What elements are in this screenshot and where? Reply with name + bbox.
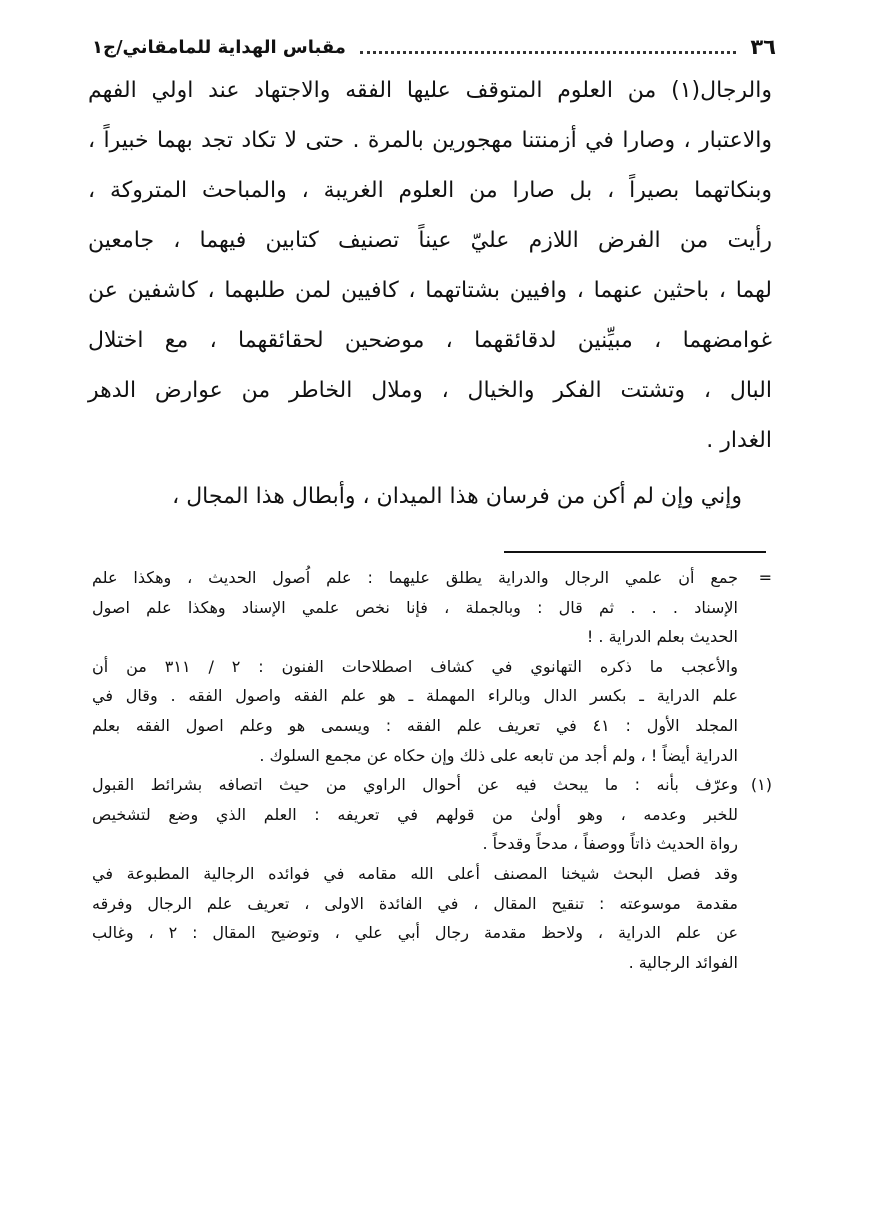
running-title: مقباس الهداية للمامقاني/ج١ — [92, 36, 346, 58]
footnote-line: عن علم الدراية ، ولاحظ مقدمة رجال أبي علي ، وتوضيح المقال : ٢ ، وغالب — [92, 923, 739, 943]
page-number: ٣٦ — [750, 35, 776, 59]
footnote-line: الفوائد الرجالية . — [628, 952, 738, 972]
footnote-line: رواة الحديث ذاتاً ووصفاً ، مدحاً وقدحاً . — [482, 834, 738, 854]
footnote-marker: = — [758, 568, 772, 587]
footnote-line: الحديث بعلم الدراية . ! — [586, 627, 738, 647]
footnote-separator — [504, 551, 766, 553]
footnotes — [92, 563, 776, 977]
footnote-line: جمع أن علمي الرجال والدراية يطلق عليهما : علم اُصول الحديث ، وهكذا علم — [92, 568, 738, 587]
footnote-line: علم الدراية ـ بكسر الدال وبالراء المهملة ـ هو علم الفقه واصول الفقه . وقال في — [92, 686, 738, 706]
footnote-line: الإسناد . . . ثم قال : وبالجملة ، فإنا نخص علمي الإسناد وهكذا علم اصول — [92, 597, 738, 617]
footnote-continuation — [92, 563, 776, 652]
main-paragraph-2: وإني وإن لم أكن من فرسان هذا الميدان ، وأبطال هذا المجال ، — [172, 484, 742, 509]
main-line: لهما ، باحثين عنهما ، وافيين بشتاتهما ، كافيين لمن طلبهما ، كاشفين عن — [88, 278, 772, 303]
footnote-paragraph — [92, 652, 776, 770]
header-dotted-leader — [360, 49, 736, 54]
footnote-marker: (١) — [750, 775, 772, 795]
footnote-line: المجلد الأول : ٤١ في تعريف علم الفقه : ويسمى هو وعلم اصول الفقه بعلم — [92, 715, 738, 735]
footnote-line: مقدمة موسوعته : تنقيح المقال ، في الفائدة الاولى ، تعريف علم الرجال وفرقه — [92, 893, 738, 913]
main-line: الغدار . — [706, 428, 772, 453]
main-line: والاعتبار ، وصارا في أزمنتنا مهجورين بالمرة . حتى لا تكاد تجد بهما خبيراً ، — [88, 128, 772, 153]
footnote-line: وقد فصل البحث شيخنا المصنف أعلى الله مقامه في فوائده الرجالية المطبوعة في — [92, 863, 738, 883]
footnote-line: للخبر وعدمه ، وهو أولىٰ من قولهم في تعريفه : العلم الذي وضع لتشخيص — [92, 804, 738, 824]
footnote-1 — [92, 770, 776, 859]
main-line: والرجال(١) من العلوم المتوقف عليها الفقه والاجتهاد عند اولي الفهم — [88, 78, 772, 103]
footnote-line: والأعجب ما ذكره التهانوي في كشاف اصطلاحات الفنون : ٢ / ٣١١ من أن — [92, 656, 739, 676]
main-line: وبنكاتهما بصيراً ، بل صارا من العلوم الغريبة ، والمباحث المتروكة ، — [88, 178, 772, 203]
footnote-line: وعرّف بأنه : ما يبحث فيه عن أحوال الراوي من حيث اتصافه بشرائط القبول — [92, 775, 738, 795]
footnote-line: الدراية أيضاً ! ، ولم أجد من تابعه على ذلك وإن حكاه عن مجمع السلوك . — [259, 745, 738, 765]
footnote-paragraph — [92, 859, 776, 977]
page-header — [92, 30, 776, 64]
main-line: رأيت من الفرض اللازم عليّ عيناً تصنيف كتابين فيهما ، جامعين — [88, 228, 772, 253]
main-paragraph-1 — [88, 66, 772, 466]
main-line: البال ، وتشتت الفكر والخيال ، وملال الخاطر من عوارض الدهر — [88, 378, 772, 403]
main-line: غوامضهما ، مبيِّنين لدقائقهما ، موضحين لحقائقهما ، مع اختلال — [88, 328, 772, 353]
